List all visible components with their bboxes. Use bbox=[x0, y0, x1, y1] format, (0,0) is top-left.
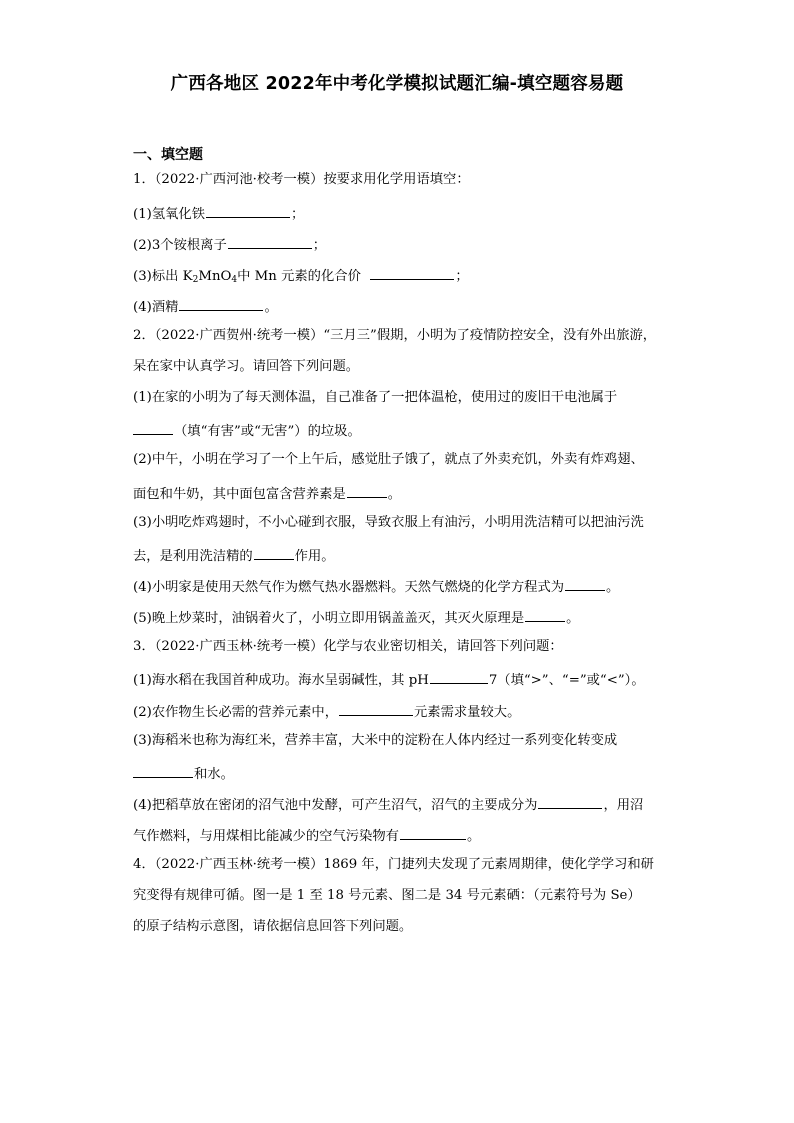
q2-part5-text: (5)晚上炒菜时，油锅着火了，小明立即用锅盖盖灭，其灭火原理是 bbox=[133, 611, 525, 626]
q1-part2-end: ； bbox=[312, 238, 327, 253]
q2-stem-line1: 2．（2022·广西贺州·统考一模）“三月三”假期，小明为了疫情防控安全，没有外出旅游， bbox=[133, 328, 657, 343]
q3-part3-end: 和水。 bbox=[194, 767, 234, 782]
q3-part2-text: (2)农作物生长必需的营养元素中， bbox=[133, 705, 338, 720]
q3-part4-end2: 。 bbox=[466, 829, 481, 844]
answer-blank[interactable] bbox=[525, 609, 565, 622]
answer-blank[interactable] bbox=[179, 298, 263, 311]
answer-blank[interactable] bbox=[370, 267, 454, 280]
q3-part4-text: (4)把稻草放在密闭的沼气池中发酵，可产生沼气，沼气的主要成分为 bbox=[133, 798, 538, 813]
q2-part1-text: （填“有害”或“无害”）的垃圾。 bbox=[174, 424, 361, 439]
q1-stem: 1．（2022·广西河池·校考一模）按要求用化学用语填空： bbox=[133, 172, 470, 187]
q2-part2-line2 bbox=[133, 485, 401, 501]
q3-part2-end: 元素需求量较大。 bbox=[414, 705, 521, 720]
q2-part3-line2 bbox=[133, 547, 335, 563]
answer-blank[interactable] bbox=[430, 671, 488, 684]
subscript: 4 bbox=[231, 275, 238, 285]
q3-part1-text: (1)海水稻在我国首种成功。海水呈弱碱性，其 pH bbox=[133, 673, 429, 688]
q1-part4-text: (4)酒精 bbox=[133, 300, 179, 315]
subscript: 2 bbox=[192, 275, 199, 285]
q1-part2 bbox=[133, 236, 326, 252]
q3-part4-text2: 气作燃料，与用煤相比能减少的空气污染物有 bbox=[133, 829, 399, 844]
answer-blank[interactable] bbox=[228, 236, 312, 249]
q1-part1 bbox=[133, 205, 304, 221]
q1-part1-end: ； bbox=[291, 207, 305, 222]
q1-part3-formula: MnO bbox=[198, 269, 232, 284]
q2-part4-text: (4)小明家是使用天然气作为燃气热水器燃料。天然气燃烧的化学方程式为 bbox=[133, 580, 565, 595]
answer-blank[interactable] bbox=[206, 205, 290, 218]
q1-part3-text2: 中 Mn 元素的化合价 bbox=[237, 269, 361, 284]
q4-stem-line1: 4．（2022·广西玉林·统考一模）1869 年，门捷列夫发现了元素周期律，使化学学习和研 bbox=[133, 857, 654, 872]
q3-part3-line2 bbox=[133, 765, 234, 781]
answer-blank[interactable] bbox=[347, 485, 387, 498]
q1-part1-text: (1)氢氧化铁 bbox=[133, 207, 206, 222]
q3-part4-line2 bbox=[133, 827, 480, 843]
q2-part4 bbox=[133, 578, 619, 594]
answer-blank[interactable] bbox=[254, 547, 294, 560]
q3-part4-end: ，用沼 bbox=[603, 798, 644, 813]
q2-part2-line1: (2)中午，小明在学习了一个上午后，感觉肚子饿了，就点了外卖充饥，外卖有炸鸡翅、 bbox=[133, 452, 644, 467]
q3-stem: 3．（2022·广西玉林·统考一模）化学与农业密切相关，请回答下列问题： bbox=[133, 639, 563, 654]
q1-part3 bbox=[133, 267, 469, 283]
q2-part3-text: 去，是利用洗洁精的 bbox=[133, 549, 253, 564]
q1-part4-end: 。 bbox=[264, 300, 278, 315]
answer-blank[interactable] bbox=[400, 827, 466, 840]
q2-part3-end: 作用。 bbox=[294, 549, 335, 564]
q2-part4-end: 。 bbox=[606, 580, 620, 595]
q2-stem-line2: 呆在家中认真学习。请回答下列问题。 bbox=[133, 359, 360, 374]
q2-part2-end: 。 bbox=[387, 487, 402, 502]
q3-part1-end: 7（填“>”、“=”或“<”）。 bbox=[488, 673, 645, 688]
answer-blank[interactable] bbox=[538, 796, 602, 809]
q3-part4-line1 bbox=[133, 796, 643, 812]
q1-part3-text: (3)标出 K bbox=[133, 269, 193, 284]
q1-part2-text: (2)3个铵根离子 bbox=[133, 238, 227, 253]
q2-part1-line1: (1)在家的小明为了每天测体温，自己准备了一把体温枪，使用过的废旧干电池属于 bbox=[133, 390, 618, 405]
q2-part3-line1: (3)小明吃炸鸡翅时，不小心碰到衣服，导致衣服上有油污，小明用洗洁精可以把油污洗 bbox=[133, 515, 644, 530]
q2-part1-line2 bbox=[133, 422, 361, 438]
q4-stem-line3: 的原子结构示意图，请依据信息回答下列问题。 bbox=[133, 919, 413, 934]
section-heading: 一、填空题 bbox=[133, 147, 203, 163]
q2-part5-end: 。 bbox=[566, 611, 580, 626]
document-title: 广西各地区 2022年中考化学模拟试题汇编-填空题容易题 bbox=[170, 74, 624, 94]
q4-stem-line2: 究变得有规律可循。图一是 1 至 18 号元素、图二是 34 号元素硒：（元素符号为 Se） bbox=[133, 888, 641, 903]
q2-part2-text: 面包和牛奶，其中面包富含营养素是 bbox=[133, 487, 346, 502]
q1-part3-end: ； bbox=[455, 269, 469, 284]
answer-blank[interactable] bbox=[133, 422, 173, 435]
q3-part3-line1: (3)海稻米也称为海红米，营养丰富，大米中的淀粉在人体内经过一系列变化转变成 bbox=[133, 733, 618, 748]
answer-blank[interactable] bbox=[339, 703, 413, 716]
q2-part5 bbox=[133, 609, 579, 625]
answer-blank[interactable] bbox=[133, 765, 193, 778]
q1-part4 bbox=[133, 298, 278, 314]
answer-blank[interactable] bbox=[565, 578, 605, 591]
q3-part1 bbox=[133, 671, 645, 687]
q3-part2 bbox=[133, 703, 520, 719]
